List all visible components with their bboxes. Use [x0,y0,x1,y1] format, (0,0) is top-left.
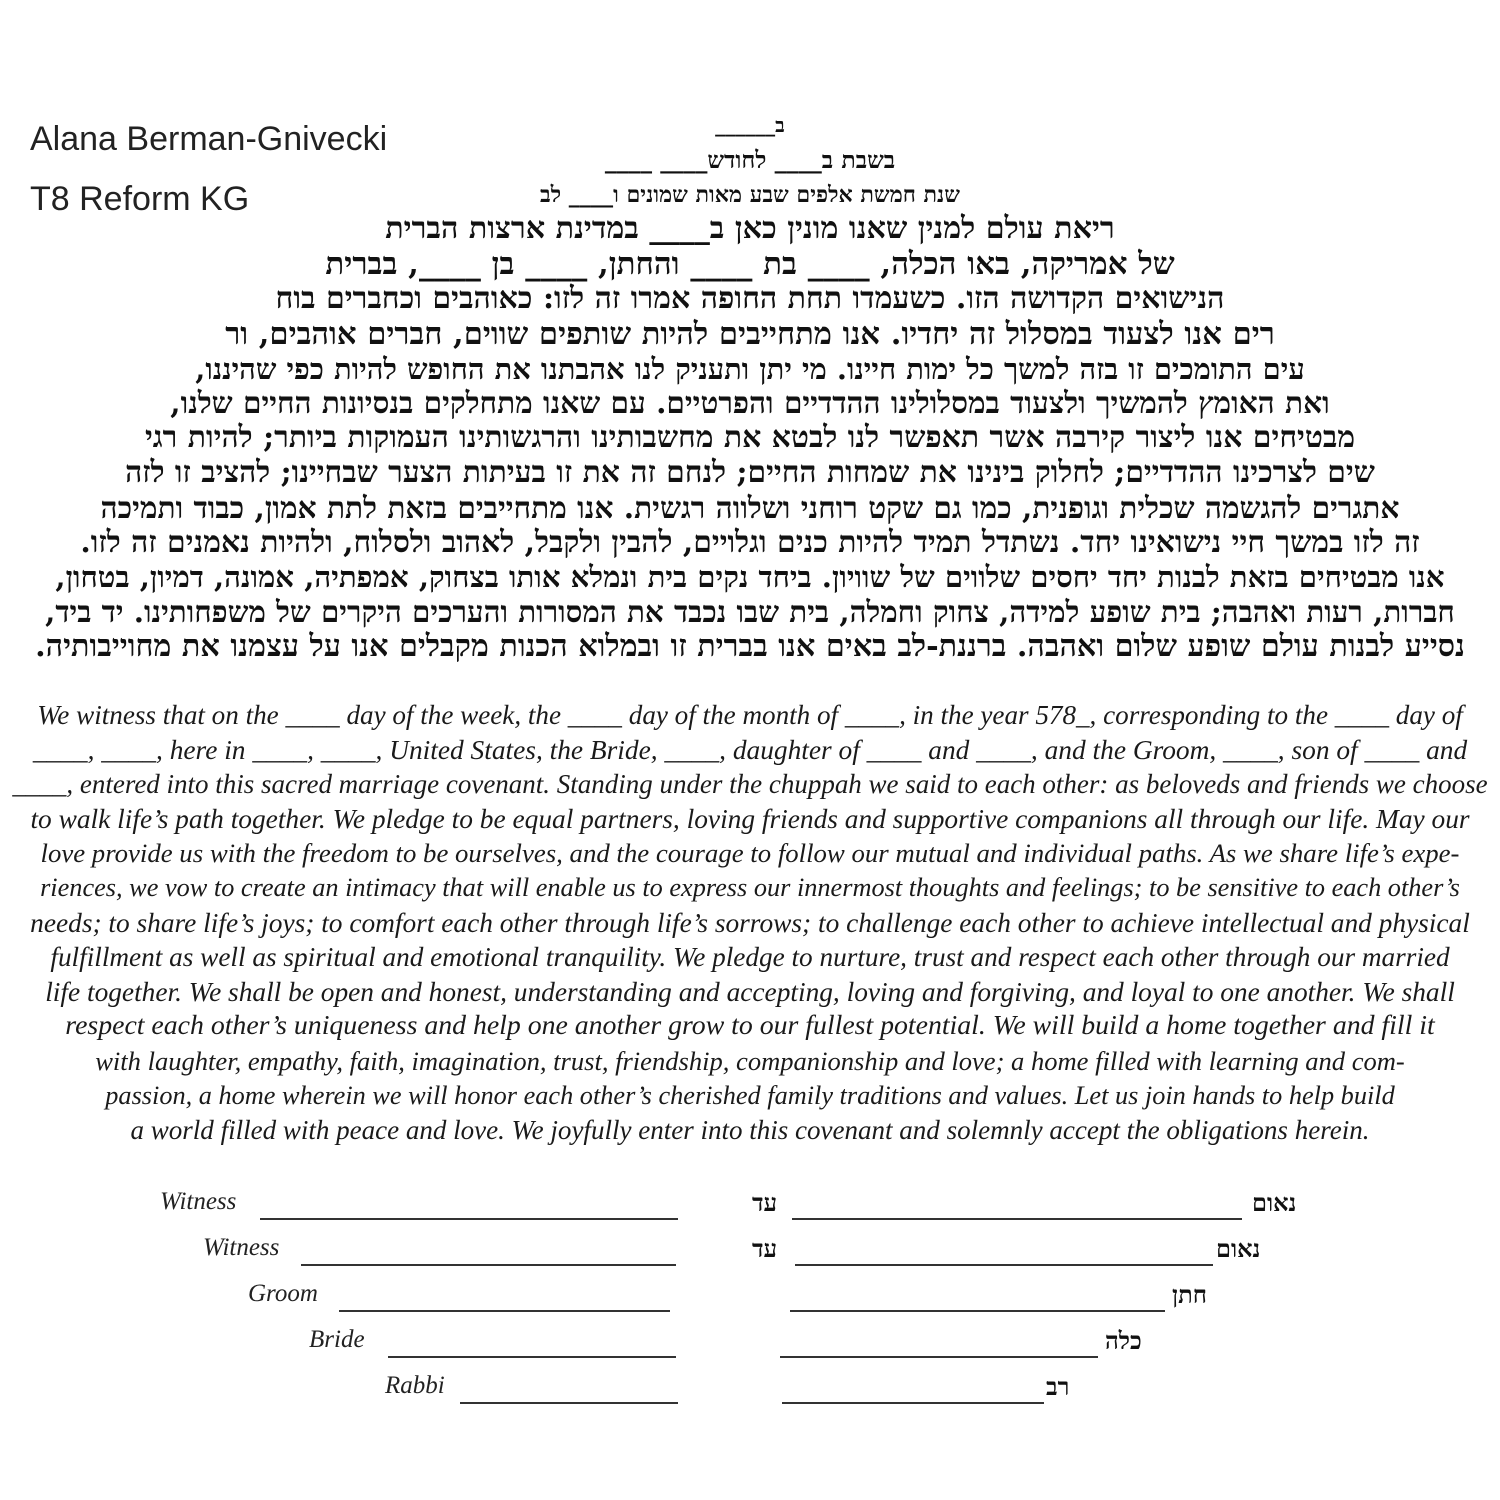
groom-signature-line[interactable] [339,1310,670,1312]
hebrew-ketubah-text [0,108,1500,665]
english-text-line: love provide us with the freedom to be ourselves, and the courage to follow our mutual and individual paths. As we share life’s expe- [40,838,1460,869]
hebrew-ed-label: עד [752,1234,778,1263]
hebrew-text-line: זה לזו במשך חיי נישואינו יחד. נשתדל תמיד להיות כנים וגלויים, להבין ולקבל, לאהוב ולסלוח, ולהיות נאמנים זה לזו. [80,524,1420,560]
hebrew-groom-signature-line[interactable] [790,1310,1165,1312]
witness-label: Witness [160,1188,237,1215]
hebrew-chatan-label: חתן [1172,1280,1207,1309]
hebrew-text-line: בשבת ב____ לחודש____ ____ [604,145,896,174]
witness-row-1 [0,1188,1500,1228]
bride-label: Bride [309,1326,365,1353]
english-text-line: to walk life’s path together. We pledge to be equal partners, loving friends and supportive companions all through our life. May our [30,803,1470,834]
english-text-line: passion, a home wherein we will honor each other’s cherished family traditions and values. Let us join hands to help build [105,1080,1395,1110]
hebrew-text-line: הנישואים הקדושה הזו. כשעמדו תחת החופה אמרו זה לזו: כאוהבים וכחברים בוח [275,280,1225,316]
hebrew-text-line: שנת חמשת אלפים שבע מאות שמונים ו____ לב [540,181,960,208]
witness-signature-line[interactable] [301,1264,676,1266]
hebrew-neum-label: נאום [1216,1234,1261,1263]
english-text-line: needs; to share life’s joys; to comfort each other through life’s sorrows; to challenge each other to achieve intellectual and physical [30,907,1470,938]
rabbi-row [0,1372,1500,1412]
hebrew-text-line: אנו מבטיחים בזאת לבנות יחד יחסים שלווים של שוויון. ביחד נקים בית ונמלא אותו בצחוק, אמפתיה, אמונה, דמיון, בטחון, [55,560,1445,595]
english-text-line: a world filled with peace and love. We joyfully enter into this covenant and solemnly accept the obligations herein. [130,1115,1370,1146]
rabbi-signature-line[interactable] [460,1402,678,1404]
hebrew-text-line: ריאת עולם למנין שאנו מונין כאן ב____ במדינת ארצות הברית [385,211,1115,247]
hebrew-witness-signature-line[interactable] [792,1218,1242,1220]
groom-row [0,1280,1500,1320]
hebrew-bride-signature-line[interactable] [780,1356,1098,1358]
hebrew-ed-label: עד [752,1188,778,1217]
hebrew-text-line: עים התומכים זו בזה למשך כל ימות חיינו. מי יתן ותעניק לנו אהבתנו את החופש להיות כפי שהיננו, [195,351,1305,386]
english-ketubah-text [0,698,1500,1148]
english-text-line: fulfillment as well as spiritual and emotional tranquility. We pledge to nurture, trust and respect each other through our married [50,942,1450,973]
hebrew-text-line: ואת האומץ להמשיך ולצעוד במסלולינו ההדדיים והפרטיים. עם שאנו מתחלקים בנסיונות החיים שלנו, [170,385,1330,421]
hebrew-kallah-label: כלה [1105,1326,1142,1355]
hebrew-text-line: מבטיחים אנו ליצור קירבה אשר תאפשר לנו לבטא את מחשבותינו והרגשותינו העמוקות ביותר; להיות רגי [144,420,1356,456]
english-text-line: riences, we vow to create an intimacy that will enable us to express our innermost thoughts and feelings; to be sensitive to each other’s [40,872,1460,902]
witness-signature-line[interactable] [260,1218,678,1220]
groom-label: Groom [248,1280,318,1307]
hebrew-text-line: רים אנו לצעוד במסלול זה יחדיו. אנו מתחייבים להיות שותפים שווים, חברים אוהבים, ור [225,315,1275,352]
witness-row-2 [0,1234,1500,1274]
author-subtitle: T8 Reform KG [30,180,250,218]
english-text-line: with laughter, empathy, faith, imagination, trust, friendship, companionship and love; a home filled with learning and com- [95,1045,1405,1076]
hebrew-text-line: אתגרים להגשמה שכלית וגופנית, כמו גם שקט רוחני ושלווה רגשית. אנו מתחייבים בזאת לתת אמון, כבוד ותמיכה [100,489,1400,525]
hebrew-text-line: שים לצרכינו ההדדיים; לחלוק בינינו את שמחות החיים; לנחם זה את זו בעיתות הצער שבחיינו; להציב זו לזה [125,454,1375,490]
hebrew-witness-signature-line[interactable] [795,1264,1213,1266]
bride-signature-line[interactable] [388,1356,676,1358]
rabbi-label: Rabbi [385,1372,445,1399]
english-text-line: respect each other’s uniqueness and help one another grow to our fullest potential. We will build a home together and fill it [65,1010,1435,1042]
hebrew-text-line: נסייע לבנות עולם שופע שלום ואהבה. ברננת-לב באים אנו בברית זו ובמלוא הכנות מקבלים אנו על עצמנו את מחוייבותיה. [35,628,1465,664]
english-text-line: ____, entered into this sacred marriage covenant. Standing under the chuppah we said to each other: as beloveds and friends we choose [12,769,1488,800]
hebrew-rav-label: רב [1046,1372,1070,1401]
hebrew-rabbi-signature-line[interactable] [782,1402,1044,1404]
bride-row [0,1326,1500,1366]
english-text-line: ____, ____, here in ____, ____, United States, the Bride, ____, daughter of ____ and ____, and the Groom, ____, son of ____ and [32,734,1468,765]
hebrew-text-line: ב______ [715,113,785,137]
english-text-line: We witness that on the ____ day of the week, the ____ day of the month of ____, in the year 578_, corresponding to the ____ day of [37,700,1463,730]
hebrew-neum-label: נאום [1252,1188,1297,1217]
hebrew-text-line: חברות, רעות ואהבה; בית שופע למידה, צחוק וחמלה, בית שבו נכבד את המסורות והערכים היקרים של משפחותינו. יד ביד, [45,594,1455,630]
author-name: Alana Berman-Gnivecki [30,120,388,158]
witness-label: Witness [203,1234,280,1261]
hebrew-text-line: של אמריקה, באו הכלה, ____ בת ____ והחתן, ____ בן ____, בברית [325,246,1175,283]
english-text-line: life together. We shall be open and honest, understanding and accepting, loving and forgiving, and loyal to one another. We shall [45,976,1455,1007]
